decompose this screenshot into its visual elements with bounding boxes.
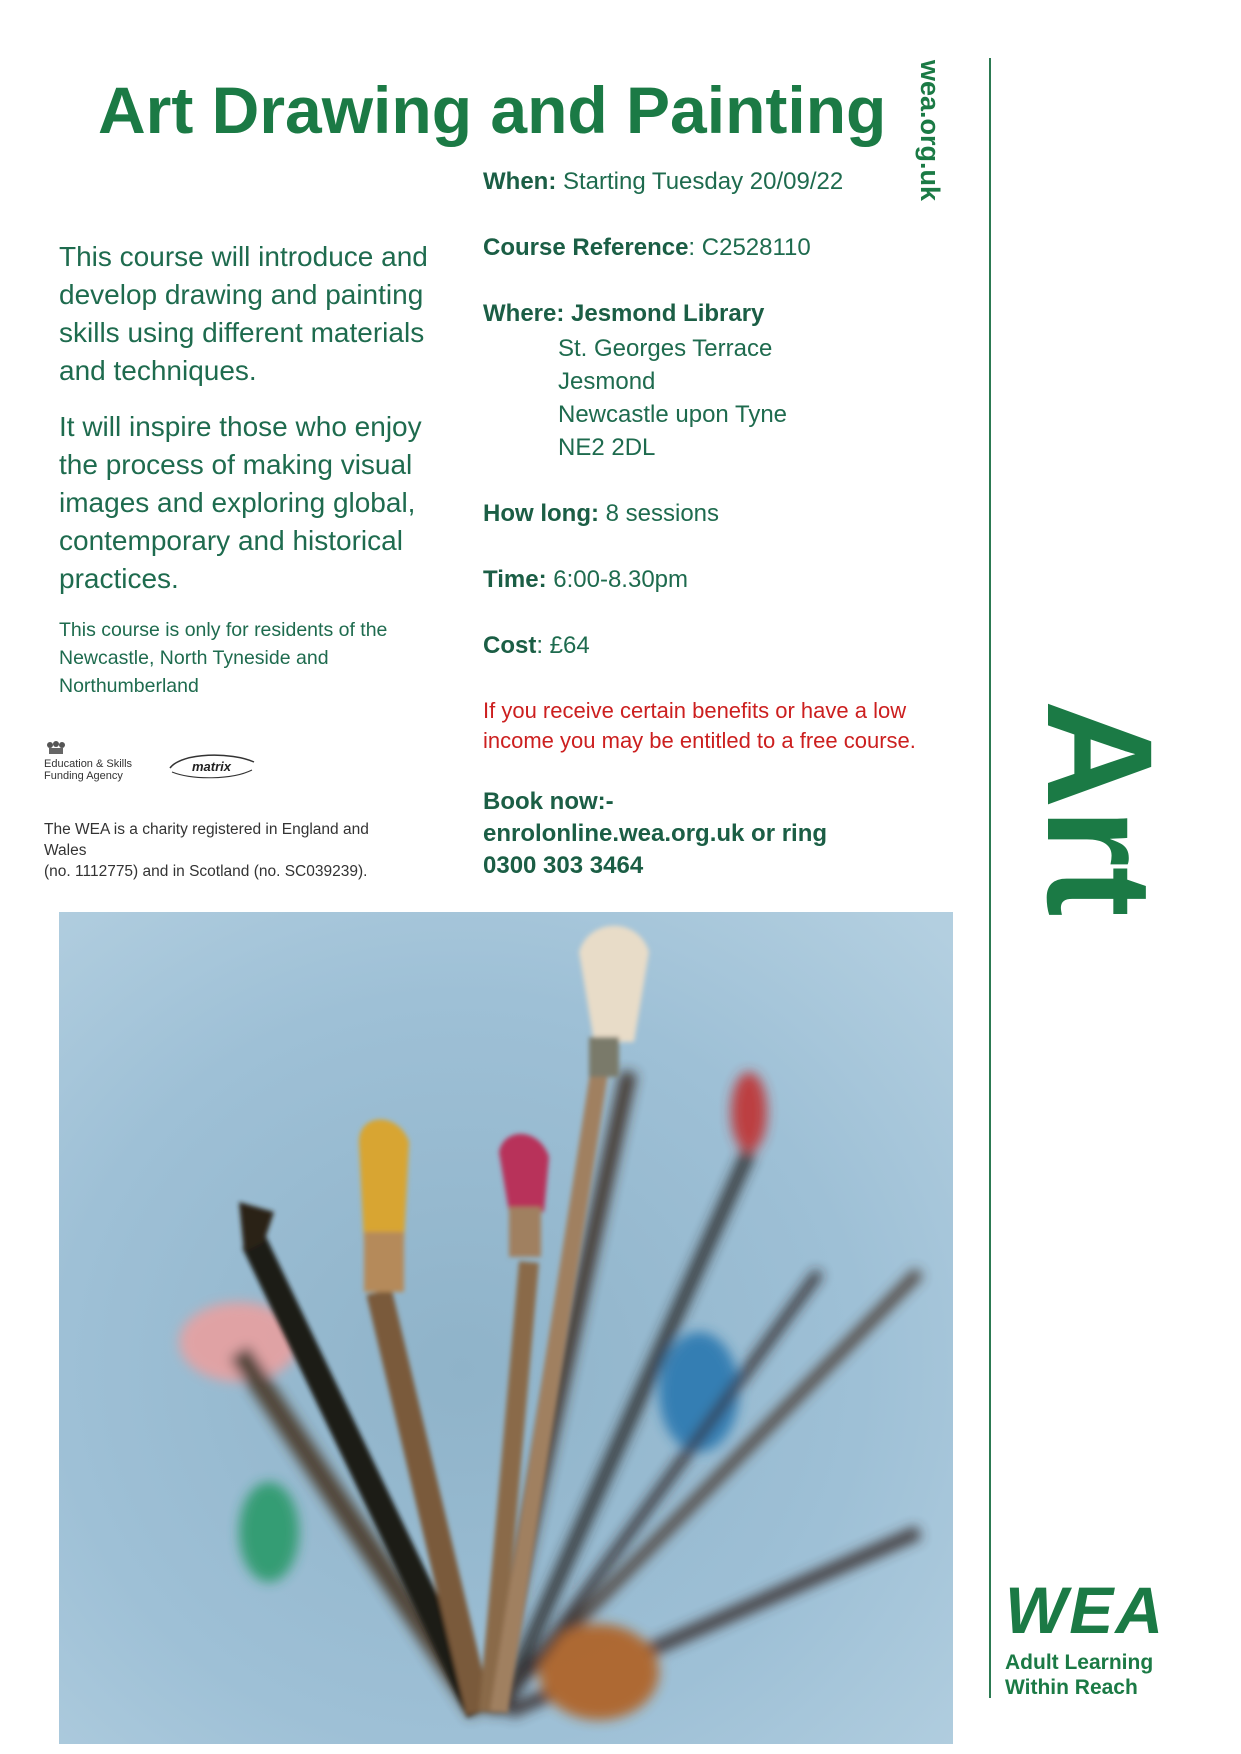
wea-tagline-line-1: Adult Learning	[1005, 1651, 1154, 1674]
website-url-text: wea.org.uk	[915, 60, 945, 202]
esfa-logo-text: Education & Skills Funding Agency	[44, 758, 133, 782]
divider-line	[989, 58, 991, 1698]
matrix-logo-text: matrix	[192, 759, 232, 774]
benefits-notice: If you receive certain benefits or have a low income you may be entitled to a free course.	[483, 698, 916, 753]
cost-row	[483, 632, 590, 660]
category-label	[1016, 700, 1184, 930]
enrol-link[interactable]: enrolonline.wea.org.uk or ring	[483, 820, 828, 847]
duration-label: How long:	[483, 500, 599, 527]
residents-note: This course is only for residents of the Newcastle, North Tyneside and Northumberland	[59, 619, 388, 697]
category-label-text: Art	[1016, 700, 1184, 917]
address-line: St. Georges Terrace	[558, 335, 773, 362]
time-row	[483, 566, 688, 594]
when-label: When:	[483, 168, 557, 195]
venue-address	[558, 332, 787, 464]
charity-line-2: (no. 1112775) and in Scotland (no. SC039239).	[44, 863, 368, 880]
address-line: NE2 2DL	[558, 434, 656, 461]
website-url[interactable]	[915, 60, 975, 220]
address-line: Jesmond	[558, 368, 656, 395]
time-label: Time:	[483, 566, 547, 593]
when-row	[483, 168, 843, 196]
charity-notice	[44, 819, 414, 882]
wea-tagline-line-2: Within Reach	[1005, 1676, 1138, 1699]
where-label: Where: Jesmond Library	[483, 300, 765, 327]
phone-number[interactable]: 0300 303 3464	[483, 852, 644, 879]
funding-logos	[44, 740, 274, 790]
page-title: Art Drawing and Painting	[98, 73, 887, 147]
address-line: Newcastle upon Tyne	[558, 401, 788, 428]
crest-icon	[44, 740, 68, 756]
esfa-logo	[44, 740, 154, 782]
wea-logo	[1005, 1573, 1205, 1700]
reference-label: Course Reference	[483, 234, 689, 261]
charity-line-1: The WEA is a charity registered in England and Wales	[44, 821, 369, 859]
cost-value: : £64	[536, 632, 590, 659]
duration-row	[483, 500, 719, 528]
reference-value: : C2528110	[688, 234, 811, 261]
book-now-label: Book now:-	[483, 788, 614, 815]
intro-paragraph-1: This course will introduce and develop drawing and painting skills using different materials and techniques.	[59, 241, 428, 386]
when-value: Starting Tuesday 20/09/22	[556, 168, 844, 195]
cost-label: Cost	[483, 632, 537, 659]
intro-paragraph-2: It will inspire those who enjoy the process of making visual images and exploring global, contemporary and historical practices.	[59, 411, 422, 594]
matrix-logo	[162, 750, 262, 784]
paintbrushes-photo	[59, 912, 953, 1744]
where-row	[483, 300, 764, 328]
duration-value: 8 sessions	[598, 500, 720, 527]
wea-tagline	[1005, 1650, 1205, 1700]
course-description	[59, 238, 454, 700]
wea-mark: WEA	[1005, 1573, 1165, 1647]
booking-info	[483, 786, 953, 882]
reference-row	[483, 234, 811, 262]
time-value: 6:00-8.30pm	[546, 566, 688, 593]
